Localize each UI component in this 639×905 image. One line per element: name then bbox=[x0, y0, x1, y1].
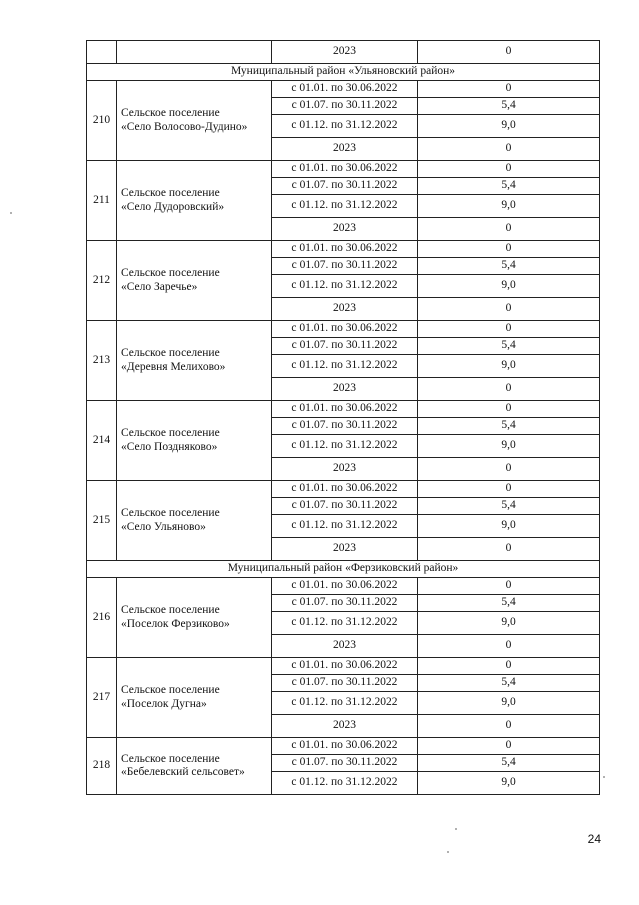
table-row bbox=[87, 321, 600, 338]
value-cell: 9,0 bbox=[418, 115, 600, 138]
settlement-type: Сельское поселение bbox=[121, 752, 220, 765]
period-cell: с 01.01. по 30.06.2022 bbox=[272, 81, 418, 98]
district-header-row bbox=[87, 561, 600, 578]
value-cell: 5,4 bbox=[418, 755, 600, 772]
scan-speck bbox=[603, 776, 605, 778]
period-cell: с 01.12. по 31.12.2022 bbox=[272, 115, 418, 138]
period-cell: с 01.07. по 30.11.2022 bbox=[272, 178, 418, 195]
period-cell: с 01.01. по 30.06.2022 bbox=[272, 321, 418, 338]
value-cell: 0 bbox=[418, 161, 600, 178]
value-cell: 9,0 bbox=[418, 355, 600, 378]
settlement-name-cell bbox=[117, 658, 272, 738]
value-cell: 0 bbox=[418, 321, 600, 338]
value-cell: 9,0 bbox=[418, 515, 600, 538]
row-number-cell: 217 bbox=[87, 658, 117, 738]
period-cell: 2023 bbox=[272, 41, 418, 64]
period-cell: 2023 bbox=[272, 538, 418, 561]
row-number-cell: 216 bbox=[87, 578, 117, 658]
row-number-cell: 212 bbox=[87, 241, 117, 321]
value-cell: 9,0 bbox=[418, 195, 600, 218]
period-cell: 2023 bbox=[272, 378, 418, 401]
value-cell: 5,4 bbox=[418, 595, 600, 612]
period-cell: с 01.12. по 31.12.2022 bbox=[272, 612, 418, 635]
settlement-name-cell bbox=[117, 401, 272, 481]
settlement-name-cell bbox=[117, 321, 272, 401]
value-cell: 0 bbox=[418, 81, 600, 98]
value-cell: 0 bbox=[418, 635, 600, 658]
value-cell: 9,0 bbox=[418, 435, 600, 458]
value-cell: 5,4 bbox=[418, 258, 600, 275]
district-header: Муниципальный район «Ульяновский район» bbox=[87, 64, 600, 81]
value-cell: 0 bbox=[418, 401, 600, 418]
value-cell: 0 bbox=[418, 658, 600, 675]
period-cell: с 01.01. по 30.06.2022 bbox=[272, 401, 418, 418]
period-cell: с 01.07. по 30.11.2022 bbox=[272, 595, 418, 612]
value-cell: 5,4 bbox=[418, 498, 600, 515]
row-number-cell: 218 bbox=[87, 738, 117, 795]
value-cell: 0 bbox=[418, 458, 600, 481]
settlement-type: Сельское поселение bbox=[121, 427, 220, 440]
period-cell: с 01.07. по 30.11.2022 bbox=[272, 418, 418, 435]
settlement-name: «Село Ульяново» bbox=[121, 520, 206, 533]
scan-speck bbox=[10, 212, 12, 214]
table-row bbox=[87, 481, 600, 498]
settlement-type: Сельское поселение bbox=[121, 187, 220, 200]
period-cell: с 01.12. по 31.12.2022 bbox=[272, 692, 418, 715]
period-cell: 2023 bbox=[272, 715, 418, 738]
district-header-row bbox=[87, 64, 600, 81]
period-cell: 2023 bbox=[272, 458, 418, 481]
table-row bbox=[87, 41, 600, 64]
table-row bbox=[87, 658, 600, 675]
period-cell: 2023 bbox=[272, 635, 418, 658]
value-cell: 5,4 bbox=[418, 98, 600, 115]
period-cell: с 01.12. по 31.12.2022 bbox=[272, 772, 418, 795]
value-cell: 9,0 bbox=[418, 275, 600, 298]
settlement-name-cell bbox=[117, 738, 272, 795]
settlement-name-cell bbox=[117, 41, 272, 64]
settlement-name-cell bbox=[117, 81, 272, 161]
period-cell: 2023 bbox=[272, 138, 418, 161]
table-row bbox=[87, 81, 600, 98]
row-number-cell: 214 bbox=[87, 401, 117, 481]
settlement-name-cell bbox=[117, 578, 272, 658]
settlement-name: «Село Заречье» bbox=[121, 280, 198, 293]
settlement-type: Сельское поселение bbox=[121, 684, 220, 697]
settlement-type: Сельское поселение bbox=[121, 267, 220, 280]
settlement-type: Сельское поселение bbox=[121, 604, 220, 617]
value-cell: 0 bbox=[418, 481, 600, 498]
district-header: Муниципальный район «Ферзиковский район» bbox=[87, 561, 600, 578]
row-number-cell: 211 bbox=[87, 161, 117, 241]
period-cell: с 01.01. по 30.06.2022 bbox=[272, 738, 418, 755]
period-cell: с 01.07. по 30.11.2022 bbox=[272, 498, 418, 515]
value-cell: 9,0 bbox=[418, 692, 600, 715]
value-cell: 9,0 bbox=[418, 772, 600, 795]
value-cell: 0 bbox=[418, 578, 600, 595]
period-cell: с 01.07. по 30.11.2022 bbox=[272, 338, 418, 355]
period-cell: с 01.01. по 30.06.2022 bbox=[272, 241, 418, 258]
period-cell: с 01.01. по 30.06.2022 bbox=[272, 658, 418, 675]
period-cell: с 01.07. по 30.11.2022 bbox=[272, 755, 418, 772]
scan-speck bbox=[455, 828, 457, 830]
value-cell: 0 bbox=[418, 241, 600, 258]
period-cell: с 01.01. по 30.06.2022 bbox=[272, 481, 418, 498]
period-cell: с 01.01. по 30.06.2022 bbox=[272, 161, 418, 178]
settlement-name: «Село Поздняково» bbox=[121, 440, 218, 453]
row-number-cell: 213 bbox=[87, 321, 117, 401]
settlement-name-cell bbox=[117, 241, 272, 321]
settlement-type: Сельское поселение bbox=[121, 507, 220, 520]
period-cell: с 01.07. по 30.11.2022 bbox=[272, 258, 418, 275]
settlement-name: «Село Волосово-Дудино» bbox=[121, 120, 248, 133]
value-cell: 0 bbox=[418, 378, 600, 401]
value-cell: 5,4 bbox=[418, 675, 600, 692]
settlement-name: «Село Дудоровский» bbox=[121, 200, 225, 213]
settlement-type: Сельское поселение bbox=[121, 347, 220, 360]
table-row bbox=[87, 401, 600, 418]
tariff-table-body bbox=[87, 41, 600, 795]
period-cell: с 01.12. по 31.12.2022 bbox=[272, 435, 418, 458]
period-cell: с 01.12. по 31.12.2022 bbox=[272, 355, 418, 378]
period-cell: 2023 bbox=[272, 298, 418, 321]
period-cell: с 01.12. по 31.12.2022 bbox=[272, 195, 418, 218]
period-cell: с 01.12. по 31.12.2022 bbox=[272, 275, 418, 298]
row-number-cell bbox=[87, 41, 117, 64]
period-cell: с 01.12. по 31.12.2022 bbox=[272, 515, 418, 538]
row-number-cell: 210 bbox=[87, 81, 117, 161]
table-row bbox=[87, 738, 600, 755]
value-cell: 0 bbox=[418, 738, 600, 755]
period-cell: 2023 bbox=[272, 218, 418, 241]
value-cell: 5,4 bbox=[418, 338, 600, 355]
value-cell: 9,0 bbox=[418, 612, 600, 635]
settlement-type: Сельское поселение bbox=[121, 107, 220, 120]
table-row bbox=[87, 241, 600, 258]
tariff-table bbox=[86, 40, 600, 795]
value-cell: 0 bbox=[418, 41, 600, 64]
settlement-name: «Поселок Ферзиково» bbox=[121, 617, 230, 630]
period-cell: с 01.07. по 30.11.2022 bbox=[272, 98, 418, 115]
table-row bbox=[87, 161, 600, 178]
value-cell: 0 bbox=[418, 138, 600, 161]
value-cell: 5,4 bbox=[418, 178, 600, 195]
value-cell: 0 bbox=[418, 218, 600, 241]
settlement-name-cell bbox=[117, 481, 272, 561]
value-cell: 0 bbox=[418, 715, 600, 738]
settlement-name: «Бебелевский сельсовет» bbox=[121, 766, 245, 778]
value-cell: 0 bbox=[418, 538, 600, 561]
settlement-name: «Деревня Мелихово» bbox=[121, 360, 226, 373]
page-number: 24 bbox=[587, 832, 601, 846]
table-row bbox=[87, 578, 600, 595]
settlement-name-cell bbox=[117, 161, 272, 241]
period-cell: с 01.07. по 30.11.2022 bbox=[272, 675, 418, 692]
value-cell: 5,4 bbox=[418, 418, 600, 435]
settlement-name: «Поселок Дугна» bbox=[121, 697, 207, 710]
period-cell: с 01.01. по 30.06.2022 bbox=[272, 578, 418, 595]
row-number-cell: 215 bbox=[87, 481, 117, 561]
scan-speck bbox=[447, 851, 449, 853]
value-cell: 0 bbox=[418, 298, 600, 321]
